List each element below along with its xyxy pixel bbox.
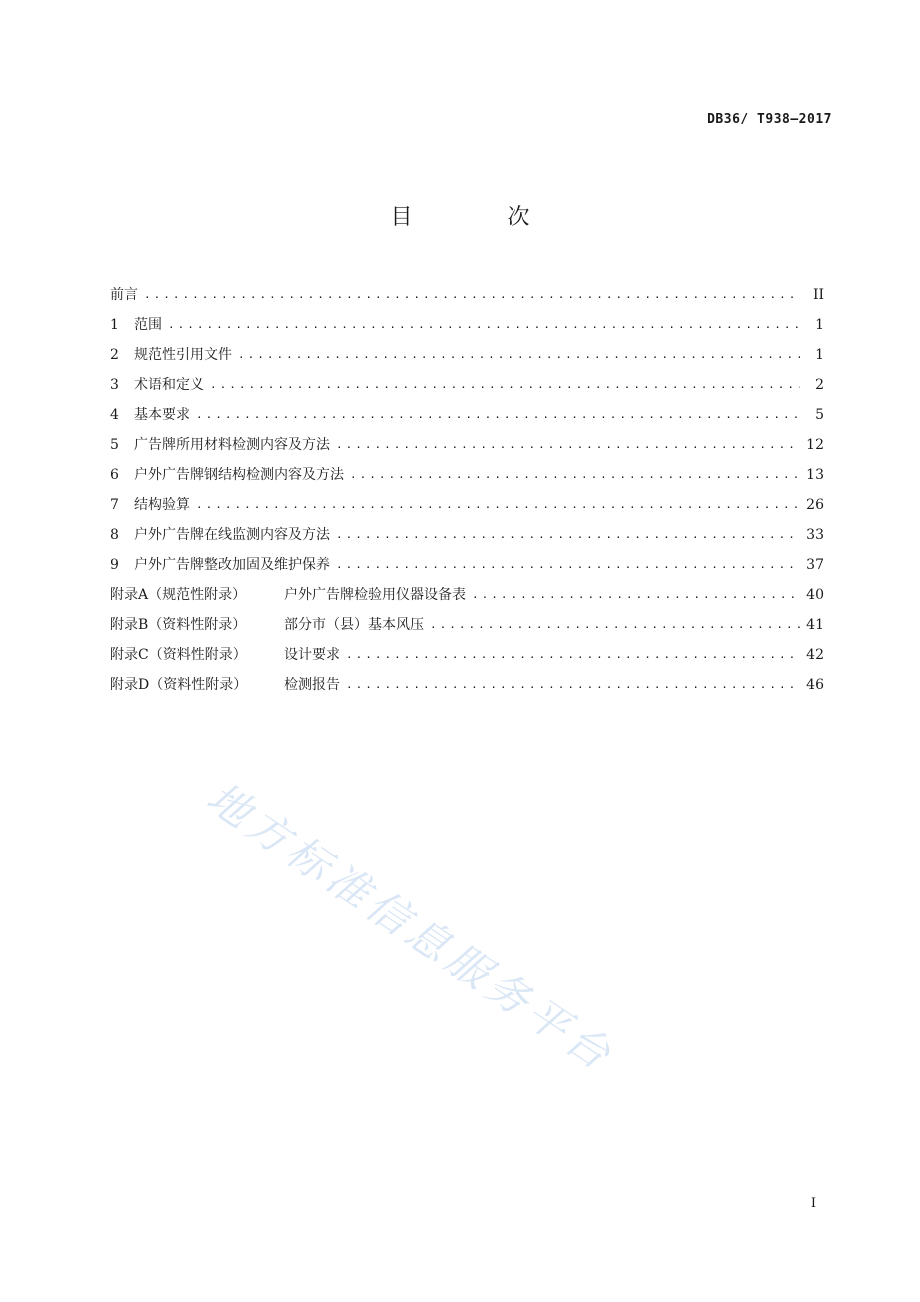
toc-appendix-d[interactable] — [110, 666, 824, 696]
toc-entry-page: 37 — [806, 557, 824, 573]
table-of-contents — [110, 276, 824, 696]
toc-entry-label: 范围 — [134, 317, 162, 333]
toc-appendix-b[interactable] — [110, 606, 824, 636]
toc-entry-page: 41 — [806, 617, 824, 633]
toc-entry-4[interactable] — [110, 396, 824, 426]
toc-leader-dots — [196, 494, 800, 516]
toc-entry-page: 40 — [806, 587, 824, 603]
toc-entry-preface[interactable] — [110, 276, 824, 306]
toc-leader-dots — [346, 674, 800, 696]
toc-appendix-prefix: 附录D（资料性附录） — [110, 677, 248, 693]
toc-entry-page: 46 — [806, 677, 824, 693]
toc-leader-dots — [196, 404, 800, 426]
toc-leader-dots — [346, 644, 800, 666]
page-title: 目 次 — [390, 205, 574, 230]
toc-entry-label: 部分市（县）基本风压 — [284, 617, 424, 633]
toc-entry-label: 户外广告牌在线监测内容及方法 — [134, 527, 330, 543]
toc-entry-1[interactable] — [110, 306, 824, 336]
toc-entry-label: 广告牌所用材料检测内容及方法 — [134, 437, 330, 453]
toc-entry-3[interactable] — [110, 366, 824, 396]
toc-entry-label: 前言 — [110, 287, 138, 303]
toc-leader-dots — [238, 344, 800, 366]
watermark: 地方标准信息服务平台 — [198, 772, 624, 1082]
toc-entry-label: 基本要求 — [134, 407, 190, 423]
toc-entry-page: 1 — [815, 317, 824, 333]
toc-entry-page: 26 — [806, 497, 824, 513]
toc-appendix-prefix: 附录A（规范性附录） — [110, 587, 247, 603]
toc-entry-label: 户外广告牌钢结构检测内容及方法 — [134, 467, 344, 483]
toc-leader-dots — [430, 614, 800, 636]
toc-entry-8[interactable] — [110, 516, 824, 546]
toc-entry-page: 2 — [815, 377, 824, 393]
toc-entry-number: 7 — [110, 497, 119, 513]
toc-appendix-prefix: 附录C（资料性附录） — [110, 647, 247, 663]
toc-entry-number: 4 — [110, 407, 119, 423]
page-number: I — [810, 1196, 816, 1211]
toc-entry-page: 33 — [806, 527, 824, 543]
toc-entry-label: 设计要求 — [284, 647, 340, 663]
toc-entry-page: 1 — [815, 347, 824, 363]
toc-entry-number: 6 — [110, 467, 119, 483]
toc-entry-6[interactable] — [110, 456, 824, 486]
toc-entry-label: 术语和定义 — [134, 377, 204, 393]
toc-entry-page: 42 — [806, 647, 824, 663]
toc-appendix-a[interactable] — [110, 576, 824, 606]
toc-entry-label: 规范性引用文件 — [134, 347, 232, 363]
toc-entry-number: 8 — [110, 527, 119, 543]
toc-leader-dots — [144, 284, 800, 306]
toc-leader-dots — [472, 584, 800, 606]
toc-entry-number: 9 — [110, 557, 119, 573]
toc-entry-label: 户外广告牌整改加固及维护保养 — [134, 557, 330, 573]
toc-entry-page: 5 — [815, 407, 824, 423]
toc-leader-dots — [336, 434, 800, 456]
toc-leader-dots — [210, 374, 800, 396]
toc-entry-number: 2 — [110, 347, 119, 363]
toc-leader-dots — [336, 554, 800, 576]
toc-entry-number: 3 — [110, 377, 119, 393]
toc-entry-number: 1 — [110, 317, 119, 333]
toc-entry-page: 12 — [806, 437, 824, 453]
toc-entry-label: 检测报告 — [284, 677, 340, 693]
toc-entry-label: 户外广告牌检验用仪器设备表 — [284, 587, 466, 603]
toc-entry-page: 13 — [806, 467, 824, 483]
toc-entry-9[interactable] — [110, 546, 824, 576]
toc-leader-dots — [168, 314, 800, 336]
toc-appendix-c[interactable] — [110, 636, 824, 666]
toc-entry-number: 5 — [110, 437, 119, 453]
toc-entry-label: 结构验算 — [134, 497, 190, 513]
toc-appendix-prefix: 附录B（资料性附录） — [110, 617, 247, 633]
toc-leader-dots — [350, 464, 800, 486]
toc-entry-page: II — [812, 287, 824, 303]
toc-entry-2[interactable] — [110, 336, 824, 366]
toc-leader-dots — [336, 524, 800, 546]
standard-code: DB36/ T938—2017 — [707, 112, 832, 127]
toc-entry-7[interactable] — [110, 486, 824, 516]
toc-entry-5[interactable] — [110, 426, 824, 456]
